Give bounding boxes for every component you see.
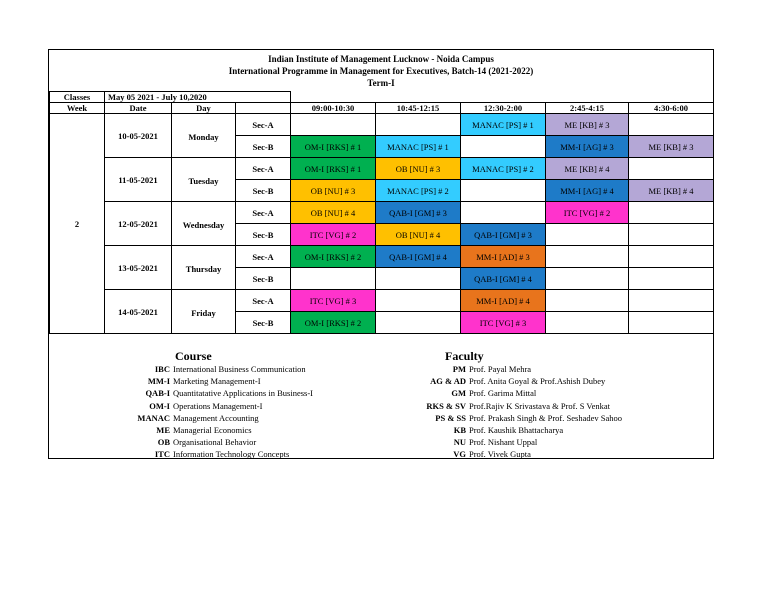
section-cell: Sec-B (236, 224, 291, 246)
faculty-legend-title: Faculty (445, 349, 484, 363)
section-cell: Sec-B (236, 312, 291, 334)
legend-code: PM (452, 364, 466, 374)
legend-name: Prof. Payal Mehra (469, 364, 532, 374)
schedule-table (49, 91, 714, 334)
session-cell: MM-I [AG] # 4 (546, 180, 629, 202)
section-cell: Sec-A (236, 246, 291, 268)
session-cell: QAB-I [GM] # 3 (461, 224, 546, 246)
empty-slot (629, 158, 714, 180)
session-cell: QAB-I [GM] # 3 (376, 202, 461, 224)
session-cell: OB [NU] # 4 (376, 224, 461, 246)
session-cell: QAB-I [GM] # 4 (461, 268, 546, 290)
date-cell: 13-05-2021 (105, 246, 172, 290)
slot-header: 2:45-4:15 (546, 103, 629, 114)
week-label: Week (50, 103, 105, 114)
empty-slot (546, 224, 629, 246)
session-cell: MANAC [PS] # 1 (461, 114, 546, 136)
empty-slot (376, 114, 461, 136)
legend-item (379, 448, 679, 460)
legend-item (379, 400, 679, 412)
session-cell: ME [KB] # 4 (629, 180, 714, 202)
slot-header: 10:45-12:15 (376, 103, 461, 114)
course-legend (93, 349, 323, 461)
legend-name: Prof. Prakash Singh & Prof. Seshadev Sahoo (469, 412, 622, 423)
day-cell: Wednesday (172, 202, 236, 246)
session-cell: MM-I [AD] # 3 (461, 246, 546, 268)
legend-item (93, 400, 323, 412)
section-cell: Sec-A (236, 114, 291, 136)
date-label: Date (105, 103, 172, 114)
session-cell: ITC [VG] # 3 (461, 312, 546, 334)
slot-header: 4:30-6:00 (629, 103, 714, 114)
day-cell: Monday (172, 114, 236, 158)
legend-item (379, 375, 679, 387)
legend-item (93, 436, 323, 448)
session-cell: OM-I [RKS] # 1 (291, 136, 376, 158)
empty-slot (629, 202, 714, 224)
legend-code: PS & SS (435, 412, 466, 423)
legend-item (93, 363, 323, 375)
legend-name: Quantitatative Applications in Business-I (173, 388, 313, 399)
day-cell: Thursday (172, 246, 236, 290)
section-cell: Sec-B (236, 136, 291, 158)
legend-code: MANAC (137, 412, 170, 423)
date-range-label: May 05 2021 - July 10,2020 (105, 92, 291, 103)
session-cell: ME [KB] # 4 (546, 158, 629, 180)
empty-slot (546, 312, 629, 334)
legend-code: NU (453, 437, 466, 448)
legend-item (379, 424, 679, 436)
legend-name: Operations Management-I (173, 400, 263, 411)
table-row (50, 202, 714, 224)
empty-slot (291, 268, 376, 290)
section-cell: Sec-B (236, 268, 291, 290)
day-label: Day (172, 103, 236, 114)
course-legend-title: Course (175, 349, 212, 363)
week-number: 2 (50, 114, 105, 334)
institute-title: Indian Institute of Management Lucknow - Noida Campus (268, 54, 494, 64)
empty-slot (629, 246, 714, 268)
session-cell: MANAC [PS] # 2 (461, 158, 546, 180)
section-cell: Sec-A (236, 202, 291, 224)
legend-name: Prof. Vivek Gupta (469, 449, 531, 460)
session-cell: OM-I [RKS] # 2 (291, 312, 376, 334)
empty-slot (629, 290, 714, 312)
session-cell: ITC [VG] # 3 (291, 290, 376, 312)
session-cell: MANAC [PS] # 2 (376, 180, 461, 202)
session-cell: ME [KB] # 3 (629, 136, 714, 158)
empty-slot (629, 224, 714, 246)
session-cell: OB [NU] # 3 (291, 180, 376, 202)
table-row (50, 290, 714, 312)
legend-code: IBC (154, 364, 170, 374)
session-cell: MANAC [PS] # 1 (376, 136, 461, 158)
legend-item (93, 375, 323, 387)
section-cell: Sec-B (236, 180, 291, 202)
empty-slot (629, 268, 714, 290)
legend-item (93, 424, 323, 436)
session-cell: OM-I [RKS] # 1 (291, 158, 376, 180)
empty-slot (291, 114, 376, 136)
session-cell: MM-I [AD] # 4 (461, 290, 546, 312)
classes-label: Classes (50, 92, 105, 103)
legend-item (93, 412, 323, 424)
section-cell: Sec-A (236, 158, 291, 180)
header-row-2 (50, 103, 714, 114)
date-cell: 14-05-2021 (105, 290, 172, 334)
empty-slot (629, 312, 714, 334)
legend-name: Prof.Rajiv K Srivastava & Prof. S Venkat (469, 400, 611, 411)
legend-name: Prof. Kaushik Bhattacharya (469, 425, 564, 436)
legend-name: Prof. Anita Goyal & Prof.Ashish Dubey (469, 376, 606, 387)
legend-name: Organisational Behavior (173, 437, 257, 448)
faculty-legend (379, 349, 679, 461)
day-cell: Friday (172, 290, 236, 334)
section-cell: Sec-A (236, 290, 291, 312)
legend-code: GM (451, 388, 466, 399)
legend-name: Information Technology Concepts (173, 449, 290, 460)
programme-title: International Programme in Management for Executives, Batch-14 (2021-2022) (228, 66, 534, 76)
empty-slot (461, 202, 546, 224)
legend-code: OB (157, 437, 170, 448)
legend-name: Management Accounting (173, 412, 259, 423)
empty-slot (376, 268, 461, 290)
session-cell: QAB-I [GM] # 4 (376, 246, 461, 268)
session-cell: ITC [VG] # 2 (546, 202, 629, 224)
empty-slot (376, 312, 461, 334)
legend-item (379, 363, 679, 375)
legend-item (93, 387, 323, 399)
empty-slot (461, 136, 546, 158)
legend-name: Managerial Economics (173, 425, 252, 436)
empty-slot (629, 114, 714, 136)
session-cell: ME [KB] # 3 (546, 114, 629, 136)
legend-code: VG (453, 449, 466, 460)
legend-code: KB (453, 425, 466, 436)
legend-item (379, 412, 679, 424)
slot-header: 12:30-2:00 (461, 103, 546, 114)
date-cell: 10-05-2021 (105, 114, 172, 158)
legend-code: RKS & SV (426, 400, 466, 411)
legend-code: QAB-I (145, 388, 170, 399)
empty-slot (461, 180, 546, 202)
legend-name: Prof. Garima Mittal (469, 388, 537, 399)
empty-slot (546, 246, 629, 268)
term-title: Term-I (367, 78, 395, 88)
slot-header: 09:00-10:30 (291, 103, 376, 114)
session-cell: ITC [VG] # 2 (291, 224, 376, 246)
legend-code: AG & AD (430, 376, 466, 387)
header-row-1 (50, 92, 714, 103)
table-row (50, 158, 714, 180)
legend-code: ITC (154, 449, 170, 460)
date-cell: 12-05-2021 (105, 202, 172, 246)
legend-name: Prof. Nishant Uppal (469, 437, 538, 448)
session-cell: OB [NU] # 4 (291, 202, 376, 224)
legend-code: MM-I (147, 376, 170, 387)
legend-name: Marketing Management-I (173, 376, 261, 387)
table-row (50, 246, 714, 268)
date-cell: 11-05-2021 (105, 158, 172, 202)
empty-slot (546, 268, 629, 290)
empty-slot (376, 290, 461, 312)
legend-item (379, 387, 679, 399)
legend-item (379, 436, 679, 448)
timetable-document (48, 49, 714, 459)
session-cell: MM-I [AG] # 3 (546, 136, 629, 158)
session-cell: OB [NU] # 3 (376, 158, 461, 180)
session-cell: OM-I [RKS] # 2 (291, 246, 376, 268)
legend-name: International Business Communication (173, 364, 306, 374)
legend-item (93, 448, 323, 460)
legend-code: OM-I (149, 400, 170, 411)
legend-code: ME (156, 425, 170, 436)
table-row (50, 114, 714, 136)
day-cell: Tuesday (172, 158, 236, 202)
empty-slot (546, 290, 629, 312)
